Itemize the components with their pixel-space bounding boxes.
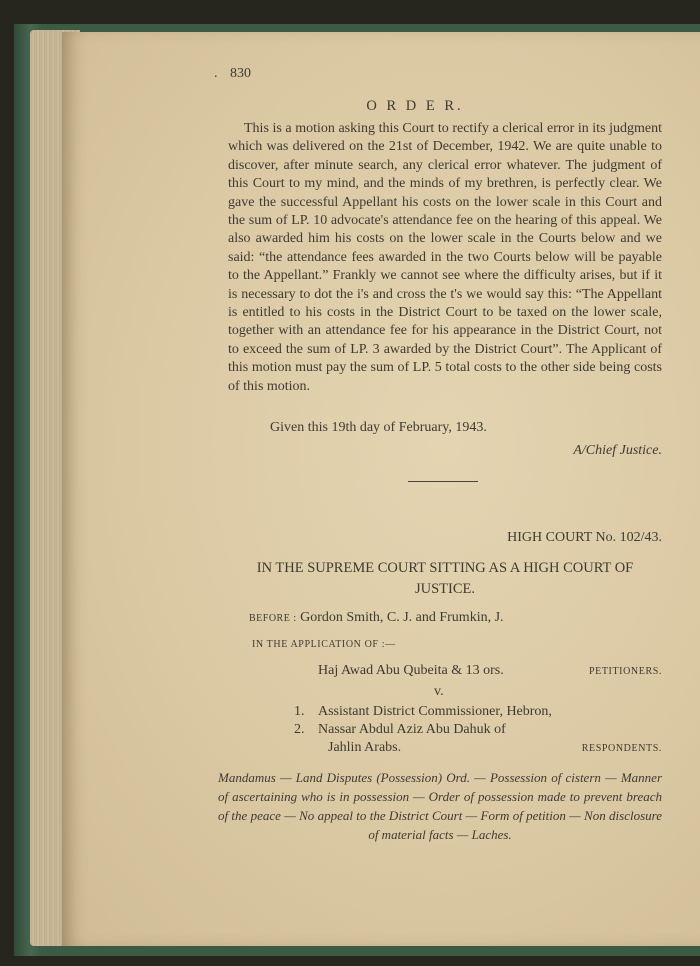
- page-number: . 830: [230, 66, 251, 82]
- before-label: BEFORE :: [249, 613, 297, 624]
- judges-names: Gordon Smith, C. J. and Frumkin, J.: [300, 610, 504, 625]
- order-heading: O R D E R.: [366, 98, 464, 114]
- respondent-2-continuation: Jahlin Arabs.: [328, 740, 402, 755]
- petitioner-name: Haj Awad Abu Qubeita & 13 ors.: [318, 663, 504, 678]
- respondent-2-number: 2.: [294, 722, 305, 737]
- order-body: [228, 120, 662, 396]
- signature: A/Chief Justice.: [573, 443, 662, 458]
- order-paragraph: This is a motion asking this Court to rectify a clerical error in its judgment which was delivered on the 21st of December, 1942. We are quite unable to discover, after minute search, any clerical error whatever. The judgment of this Court to my mind, and the minds of my brethren, is perfectly clear. We gave the successful Appellant his costs on the lower scale in this Court and the sum of LP. 10 advocate's attendance fee on the hearing of this appeal. We also awarded him his costs on the lower scale in the Courts below and we said: “the attendance fees awarded in the two Courts below will be payable to the Appellant.” Frankly we cannot see where the difficulty arises, but if it is necessary to dot the i's and cross the t's we would say this: “The Appellant is entitled to his costs in the District Court to be taxed on the lower scale, together with an attendance fee for his appearance in the District Court, not to exceed the sum of LP. 3 awarded by the District Court”. The Applicant of this motion must pay the sum of LP. 5 total costs to the other side being costs of this motion.: [228, 121, 662, 394]
- given-date: Given this 19th day of February, 1943.: [270, 420, 487, 435]
- respondent-1-number: 1.: [294, 704, 305, 719]
- versus: v.: [434, 684, 444, 699]
- petitioners-label: PETITIONERS.: [588, 666, 662, 677]
- court-title: IN THE SUPREME COURT SITTING AS A HIGH COURT OF JUSTICE.: [256, 560, 634, 597]
- headnote: Mandamus — Land Disputes (Possession) Ord. — Possession of cistern — Manner of ascertaining who is in possession — Order of possession made to prevent breach of the peace — No appeal to the District Court — Form of petition — Non disclosure of material facts — Laches.: [218, 770, 662, 842]
- respondent-1-name: Assistant District Commissioner, Hebron,: [318, 704, 552, 719]
- respondent-2-name: Nassar Abdul Aziz Abu Dahuk of: [318, 722, 506, 737]
- application-label: IN THE APPLICATION OF :—: [252, 639, 396, 650]
- before-line: [249, 610, 504, 626]
- case-number: HIGH COURT No. 102/43.: [507, 530, 662, 545]
- book-page: [62, 32, 700, 946]
- section-divider: [408, 481, 478, 482]
- respondents-label: RESPONDENTS.: [581, 743, 662, 754]
